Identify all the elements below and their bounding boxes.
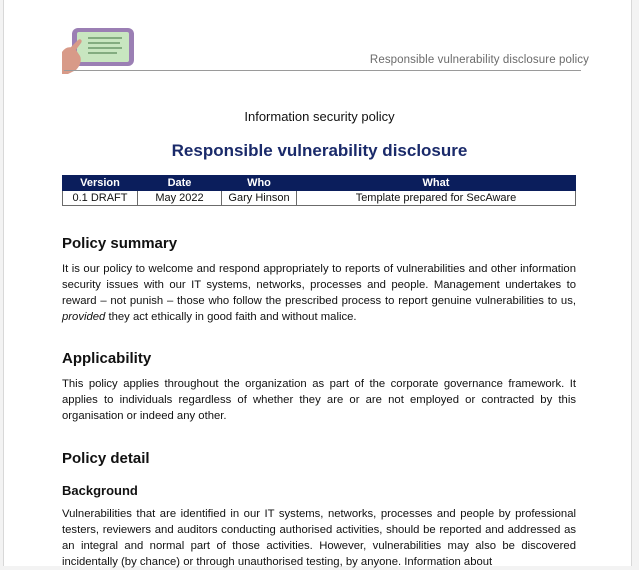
column-header: Date [138,176,222,191]
date-cell: May 2022 [138,191,222,206]
what-cell: Template prepared for SecAware [297,191,576,206]
policy-detail-heading: Policy detail [62,450,150,467]
who-cell: Gary Hinson [222,191,297,206]
version-table [62,175,576,206]
version-cell: 0.1 DRAFT [63,191,138,206]
document-subtitle: Information security policy [244,109,395,124]
column-header: Version [63,176,138,191]
column-header: What [297,176,576,191]
policy-summary-heading: Policy summary [62,235,178,252]
document-title: Responsible vulnerability disclosure [171,141,468,160]
tablet-hand-icon [62,26,136,74]
header-rule [64,70,581,71]
header-title: Responsible vulnerability disclosure policy [369,54,589,66]
version-table-header [63,176,576,191]
policy-summary-text: It is our policy to welcome and respond appropriately to reports of vulnerabilities and other information security issues with our IT systems, networks, processes and people. Management undertakes to reward – not punish – those who follow the prescribed process to report genuine vulnerabilities to us, provided they act ethically in good faith and without malice. [62,263,576,323]
applicability-text: This policy applies throughout the organization as part of the corporate governance framework. It applies to individuals regardless of whether they are or are not employed or contracted by this organisation or indeed any other. [62,378,576,422]
column-header: Who [222,176,297,191]
background-text: Vulnerabilities that are identified in our IT systems, networks, processes and people by professional testers, reviewers and auditors conducting authorised activities, should be reported and addressed as an integral and normal part of those activities. However, vulnerabilities may also be discovered incidentally (by chance) or through unauthorised testing, by anyone. Information about [62,508,576,568]
applicability-heading: Applicability [62,350,152,367]
background-subheading: Background [62,483,138,498]
table-row [63,191,576,206]
